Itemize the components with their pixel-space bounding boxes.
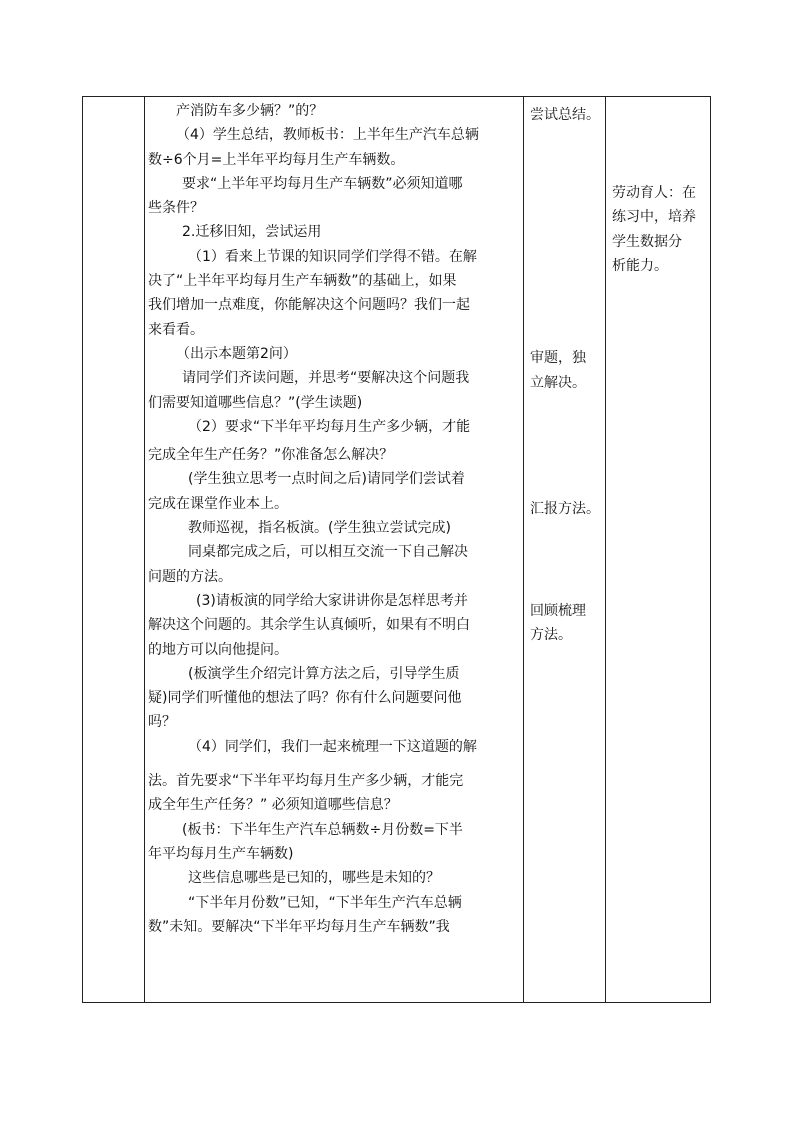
lesson-text-line: 年平均每月生产车辆数) <box>148 845 294 862</box>
column-divider <box>144 96 145 1003</box>
teaching-process-column <box>148 99 520 939</box>
design-intent-text: 学生数据分 <box>612 233 682 250</box>
student-activity-solve: 审题，独 <box>530 350 586 367</box>
lesson-text-line: (板演学生介绍完计算方法之后，引导学生质 <box>188 665 460 682</box>
lesson-text-line: 成全年生产任务？” 必须知道哪些信息？ <box>148 797 398 814</box>
lesson-text-line: 数”未知。要解决“下半年平均每月生产车辆数”我 <box>148 918 450 935</box>
design-intent-text: 析能力。 <box>612 257 668 274</box>
lesson-text-line: (3)请板演的同学给大家讲讲你是怎样思考并 <box>196 592 468 609</box>
lesson-text-line: (板书：下半年生产汽车总辆数÷月份数=下半 <box>182 821 463 838</box>
lesson-text-line: 教师巡视，指名板演。(学生独立尝试完成) <box>188 520 451 537</box>
lesson-text-line: 要求“上半年平均每月生产车辆数”必须知道哪 <box>182 175 463 192</box>
student-activity-summary: 尝试总结。 <box>530 107 600 123</box>
student-activity-column <box>530 99 604 648</box>
lesson-text-line: 决了“上半年平均每月生产车辆数”的基础上，如果 <box>148 273 457 290</box>
design-intent-text: 劳动育人：在 <box>612 185 696 201</box>
design-intent-column <box>612 99 708 278</box>
lesson-text-line: 我们增加一点难度，你能解决这个问题吗？我们一起 <box>148 297 470 314</box>
lesson-text-line: 解决这个问题的。其余学生认真倾听，如果有不明白 <box>148 617 470 634</box>
lesson-text-line: (学生独立思考一点时间之后)请同学们尝试着 <box>188 471 465 488</box>
lesson-text-line: 们需要知道哪些信息？”(学生读题) <box>148 394 363 411</box>
column-divider <box>523 96 524 1003</box>
lesson-text-line: 吗？ <box>148 714 176 731</box>
column-divider <box>605 96 606 1003</box>
lesson-text-line: 来看看。 <box>148 321 204 338</box>
design-intent-text: 练习中，培养 <box>612 209 696 226</box>
lesson-text-line: 完成在课堂作业本上。 <box>148 495 288 512</box>
lesson-text-line: 这些信息哪些是已知的，哪些是未知的？ <box>188 870 440 887</box>
lesson-text-line: （2）要求“下半年平均每月生产多少辆，才能 <box>188 418 471 435</box>
lesson-text-line: （4）学生总结，教师板书：上半年生产汽车总辆 <box>176 127 479 144</box>
lesson-text-line: 请同学们齐读问题，并思考“要解决这个问题我 <box>182 370 470 387</box>
lesson-text-line: （1）看来上节课的知识同学们学得不错。在解 <box>188 248 477 265</box>
lesson-text-line: 问题的方法。 <box>148 568 232 585</box>
student-activity-report: 汇报方法。 <box>530 500 600 517</box>
lesson-text-line: 法。首先要求“下半年平均每月生产多少辆，才能完 <box>148 773 464 790</box>
lesson-text-line: 的地方可以向他提问。 <box>148 641 288 658</box>
student-activity-review: 方法。 <box>530 627 572 644</box>
student-activity-review: 回顾梳理 <box>530 603 586 620</box>
lesson-text-line: 完成全年生产任务？”你准备怎么解决？ <box>148 447 394 464</box>
lesson-text-line: （4）同学们，我们一起来梳理一下这道题的解 <box>188 738 477 755</box>
lesson-text-line: （出示本题第2问） <box>176 345 297 362</box>
lesson-text-line: “下半年月份数”已知，“下半年生产汽车总辆 <box>188 894 462 911</box>
lesson-text-line: 疑)同学们听懂他的想法了吗？你有什么问题要问他 <box>148 690 462 707</box>
lesson-text-line: 产消防车多少辆？”的？ <box>176 103 324 119</box>
student-activity-solve: 立解决。 <box>530 374 586 391</box>
lesson-text-line: 数÷6个月=上半年平均每月生产车辆数。 <box>148 151 405 168</box>
lesson-text-line: 些条件？ <box>148 200 204 217</box>
lesson-text-line: 同桌都完成之后，可以相互交流一下自己解决 <box>188 544 468 561</box>
lesson-text-line: 2.迁移旧知，尝试运用 <box>182 224 322 241</box>
